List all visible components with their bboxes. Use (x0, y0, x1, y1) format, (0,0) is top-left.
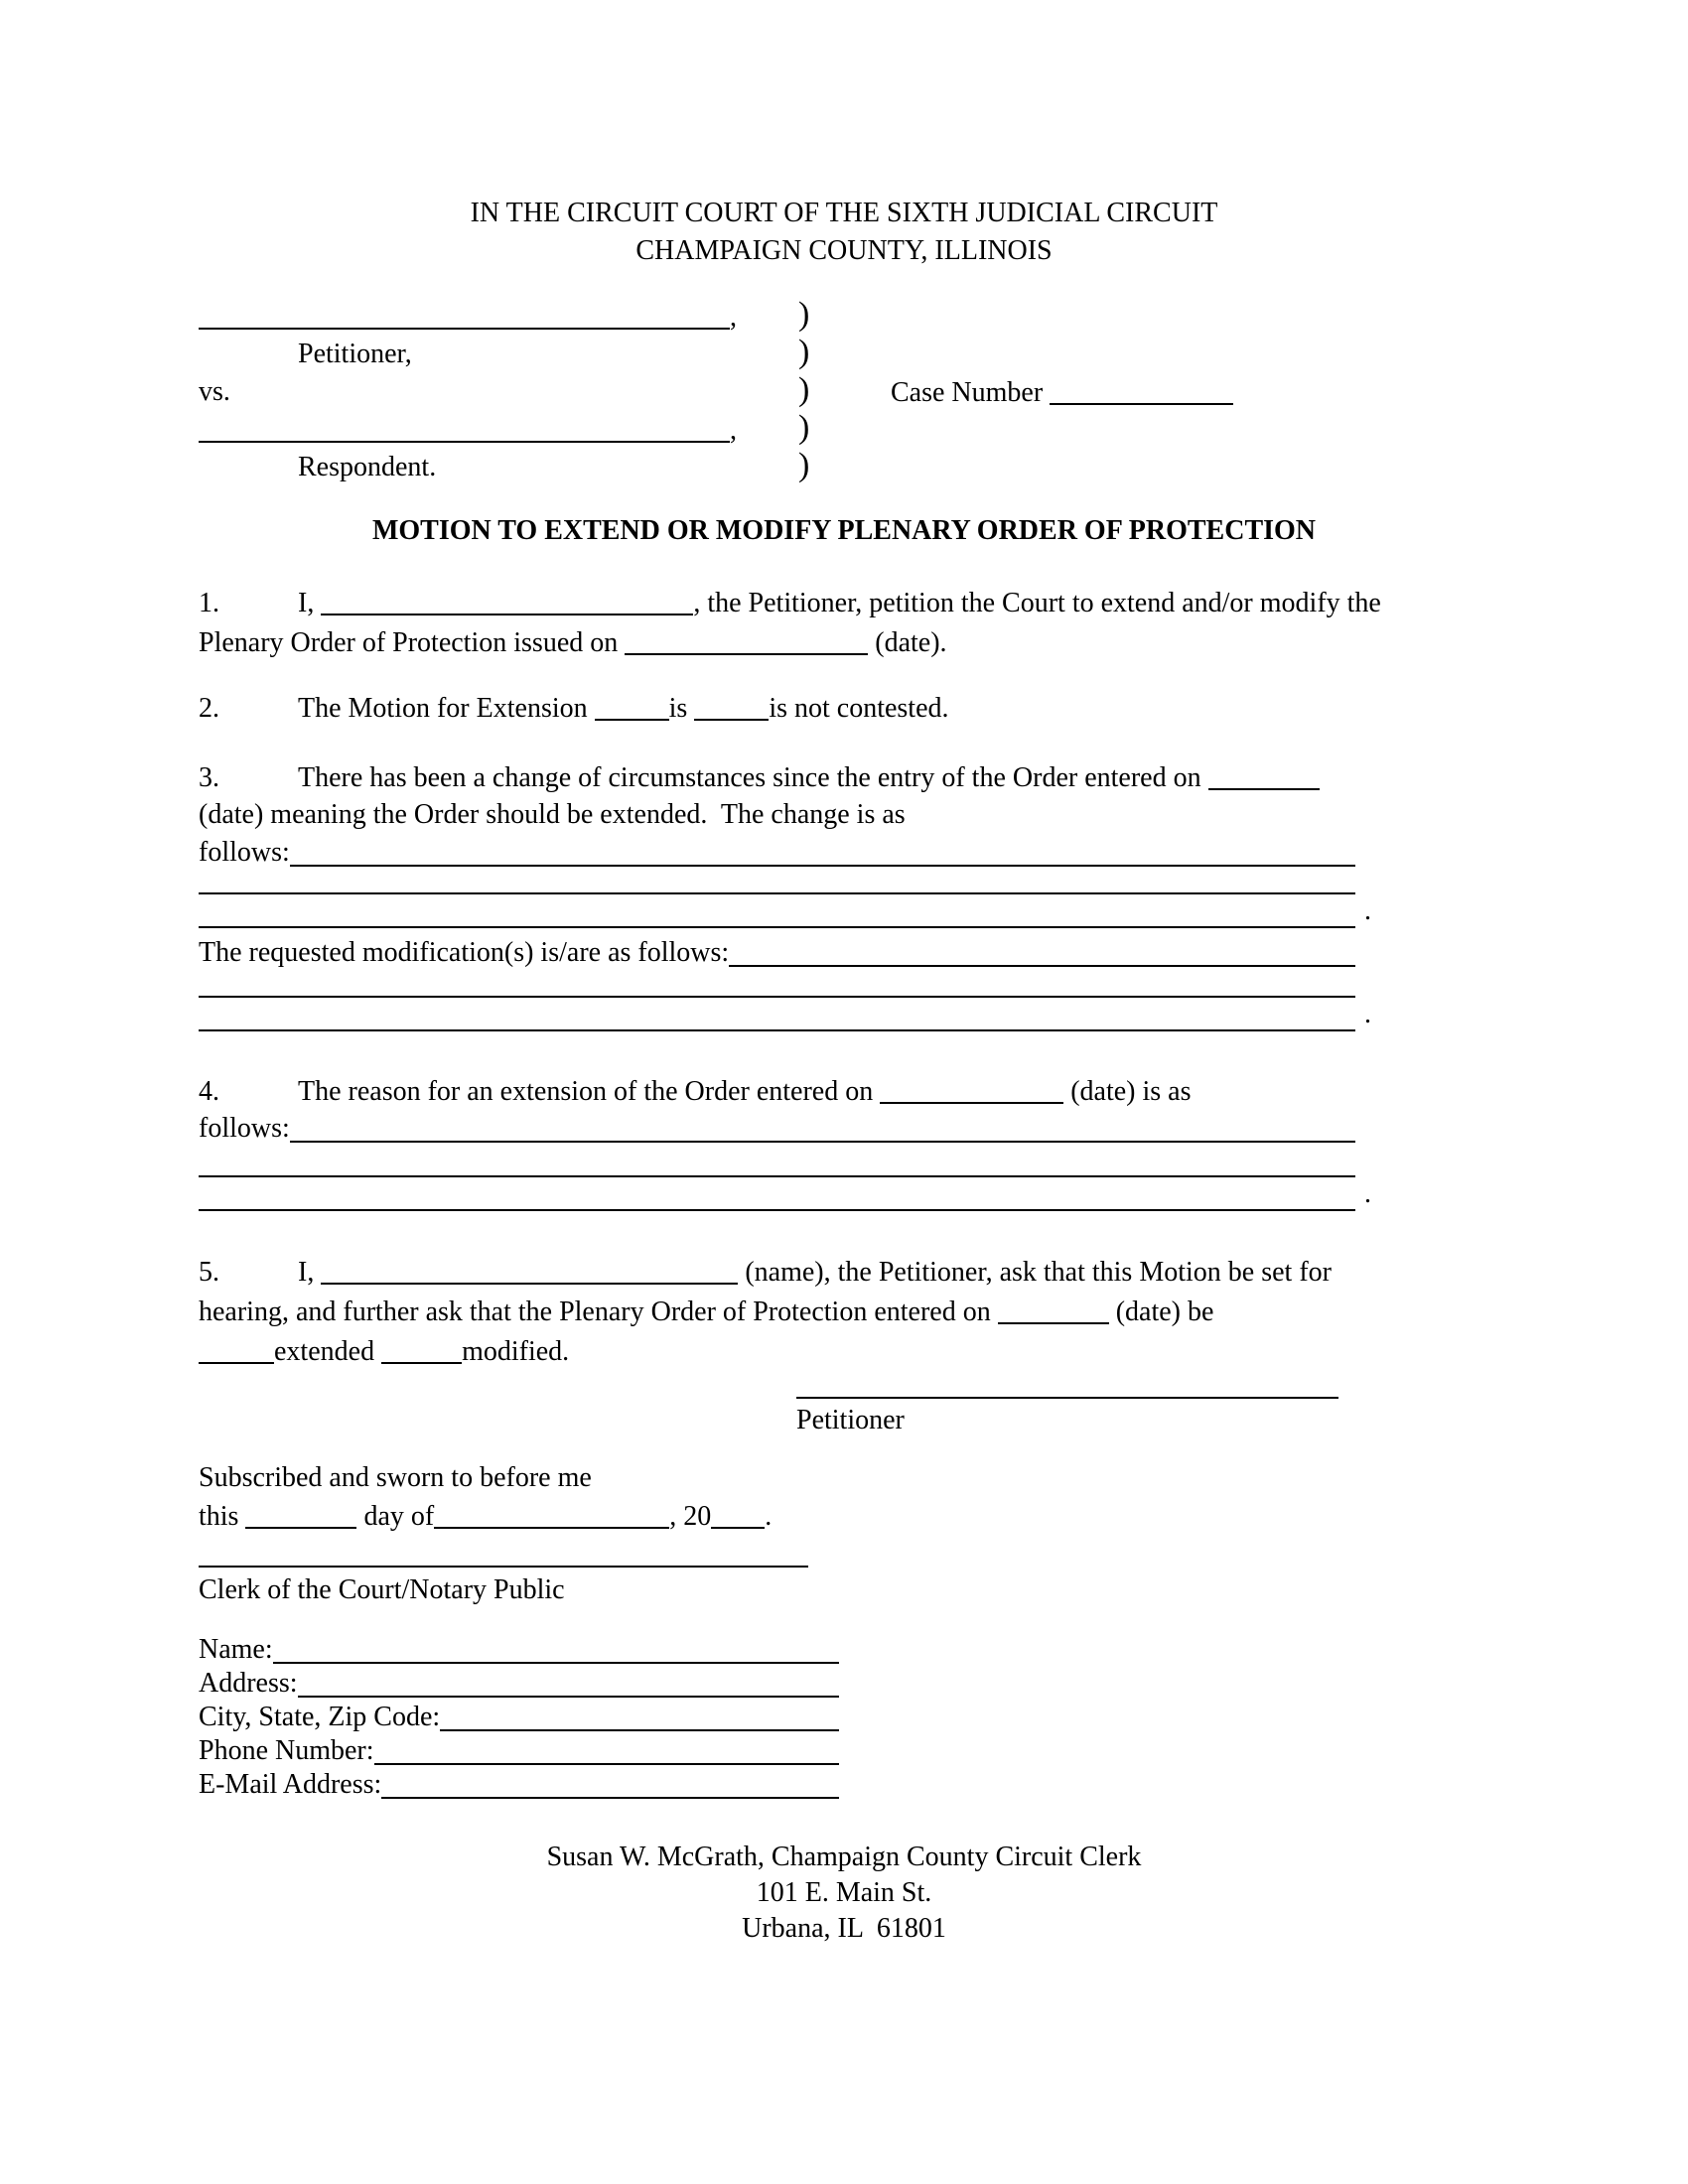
contact-row-phone (199, 1734, 839, 1768)
para-5-text-3: (date) be (1115, 1297, 1214, 1327)
caption-paren-2: ) (798, 334, 810, 370)
para-4-text-1: The reason for an extension of the Order entered on (298, 1076, 874, 1107)
para-5-lead: I, (298, 1257, 315, 1288)
notary-period: . (765, 1501, 773, 1532)
notary-this-label: this (199, 1501, 239, 1532)
para-3-modification-period: . (1364, 999, 1371, 1029)
petitioner-signature-line[interactable] (796, 1397, 1338, 1399)
email-field-blank[interactable] (381, 1768, 839, 1799)
caption-paren-4: ) (798, 409, 810, 446)
para-1-number: 1. (199, 588, 219, 618)
email-field-label: E-Mail Address: (199, 1769, 382, 1800)
para-3-follows-line (199, 834, 1355, 872)
para-3-line-1 (199, 758, 1320, 796)
respondent-label: Respondent. (298, 452, 437, 482)
caption-row-petitioner-name (199, 296, 810, 336)
para-4-reason-writing-line-1[interactable] (290, 1110, 1355, 1143)
para-3-text-2: (date) meaning the Order should be extended. The change is as (199, 799, 906, 830)
para-3-modification-writing-line-2[interactable] (199, 996, 1355, 998)
caption-paren-5: ) (798, 447, 810, 483)
clerk-signature-line[interactable] (199, 1566, 808, 1568)
para-5-text-2: hearing, and further ask that the Plenary Order of Protection entered on (199, 1297, 991, 1327)
petitioner-name-blank[interactable] (199, 302, 730, 330)
case-number-blank[interactable] (1050, 377, 1233, 405)
caption-row-petitioner-label (199, 334, 810, 373)
para-2-is-not-label: is not contested. (769, 693, 949, 724)
para-5-line-3 (199, 1332, 569, 1372)
notary-sworn-text: Subscribed and sworn to before me (199, 1462, 592, 1493)
contact-row-email (199, 1768, 839, 1802)
caption-paren-1: ) (798, 296, 810, 333)
notary-day-blank[interactable] (245, 1501, 356, 1529)
caption-paren-3: ) (798, 371, 810, 408)
footer-street-address: 101 E. Main St. (756, 1877, 932, 1908)
para-3-modification-writing-line-1[interactable] (729, 934, 1355, 967)
contact-row-name (199, 1633, 839, 1667)
para-3-follows-label: follows: (199, 837, 290, 868)
para-4-text-2: (date) is as (1070, 1076, 1192, 1107)
para-1-line-2-text: Plenary Order of Protection issued on (199, 627, 619, 658)
city-state-zip-field-label: City, State, Zip Code: (199, 1702, 441, 1732)
caption-row-respondent-name (199, 409, 810, 449)
para-2-number: 2. (199, 693, 219, 724)
petitioner-label: Petitioner, (298, 339, 412, 369)
para-3-modification-writing-line-3[interactable] (199, 999, 1371, 1031)
para-2-is-not-contested-blank[interactable] (694, 693, 769, 721)
para-3-change-writing-line-3[interactable] (199, 895, 1371, 928)
para-5-entered-date-blank[interactable] (998, 1297, 1109, 1324)
para-1-line-1 (199, 584, 1381, 623)
para-1-text: , the Petitioner, petition the Court to extend and/or modify the (693, 588, 1381, 618)
para-5-text-1: (name), the Petitioner, ask that this Motion be set for (745, 1257, 1332, 1288)
notary-year-blank[interactable] (711, 1501, 765, 1529)
respondent-name-comma: , (730, 415, 737, 446)
para-2-lead: The Motion for Extension (298, 693, 588, 724)
para-1-line-2 (199, 623, 947, 663)
para-5-modified-label: modified. (462, 1336, 570, 1367)
contact-row-address (199, 1667, 839, 1701)
para-1-issue-date-blank[interactable] (625, 627, 868, 655)
para-2-is-contested-blank[interactable] (595, 693, 669, 721)
para-1-date-label: (date). (875, 627, 947, 658)
caption-row-vs (199, 371, 1044, 411)
para-3-number: 3. (199, 762, 219, 793)
notary-year-prefix: , 20 (669, 1501, 712, 1532)
para-3-sentence-period: . (1364, 895, 1371, 926)
phone-field-blank[interactable] (374, 1734, 839, 1765)
para-4-reason-writing-line-2[interactable] (199, 1175, 1355, 1177)
para-4-follows-label: follows: (199, 1113, 290, 1144)
vs-label: vs. (199, 376, 230, 407)
para-1-petitioner-name-blank[interactable] (321, 588, 693, 615)
case-number-group (891, 373, 1233, 412)
para-1-lead: I, (298, 588, 315, 618)
para-3-text-1: There has been a change of circumstances since the entry of the Order entered on (298, 762, 1201, 793)
address-field-label: Address: (199, 1668, 298, 1699)
para-4-follows-line (199, 1110, 1355, 1148)
para-3-change-writing-line-2[interactable] (199, 892, 1355, 894)
para-4-reason-writing-line-3[interactable] (199, 1178, 1371, 1211)
header-line-1: IN THE CIRCUIT COURT OF THE SIXTH JUDICIAL CIRCUIT (470, 198, 1218, 228)
footer-clerk-name: Susan W. McGrath, Champaign County Circuit Clerk (546, 1842, 1142, 1872)
para-5-extended-label: extended (274, 1336, 375, 1367)
city-state-zip-field-blank[interactable] (440, 1701, 839, 1731)
petitioner-name-comma: , (730, 302, 737, 333)
para-3-line-2 (199, 796, 906, 834)
para-4-line-1 (199, 1072, 1192, 1110)
notary-line-2 (199, 1497, 772, 1535)
footer-city-state-zip: Urbana, IL 61801 (742, 1913, 946, 1944)
address-field-blank[interactable] (298, 1667, 839, 1698)
motion-title: MOTION TO EXTEND OR MODIFY PLENARY ORDER OF PROTECTION (371, 515, 1317, 546)
para-4-order-date-blank[interactable] (880, 1076, 1063, 1104)
name-field-label: Name: (199, 1634, 273, 1665)
para-3-requested-label: The requested modification(s) is/are as follows: (199, 937, 730, 968)
para-5-number: 5. (199, 1257, 219, 1288)
contact-row-city-state-zip (199, 1701, 839, 1734)
para-5-modified-checkbox-blank[interactable] (381, 1336, 462, 1364)
header-line-2: CHAMPAIGN COUNTY, ILLINOIS (635, 235, 1053, 266)
caption-row-respondent-label (199, 447, 810, 486)
notary-line-1 (199, 1459, 592, 1497)
para-5-line-1 (199, 1253, 1332, 1293)
para-2-line-1 (199, 689, 949, 729)
para-5-petitioner-name-blank[interactable] (321, 1257, 738, 1285)
clerk-notary-label: Clerk of the Court/Notary Public (199, 1574, 565, 1605)
para-5-line-2 (199, 1293, 1213, 1332)
para-4-sentence-period: . (1364, 1178, 1371, 1209)
case-number-label: Case Number (891, 377, 1044, 408)
notary-day-of-label: day of (363, 1501, 435, 1532)
notary-month-blank[interactable] (434, 1501, 669, 1529)
para-3-requested-line (199, 934, 1355, 972)
respondent-name-blank[interactable] (199, 415, 730, 443)
para-3-order-date-blank[interactable] (1208, 762, 1320, 790)
para-4-number: 4. (199, 1076, 219, 1107)
para-3-change-writing-line-1[interactable] (290, 834, 1355, 867)
name-field-blank[interactable] (273, 1633, 839, 1664)
petitioner-signature-label: Petitioner (796, 1405, 905, 1435)
para-5-extended-checkbox-blank[interactable] (199, 1336, 274, 1364)
phone-field-label: Phone Number: (199, 1735, 374, 1766)
para-2-is-label: is (668, 693, 688, 724)
